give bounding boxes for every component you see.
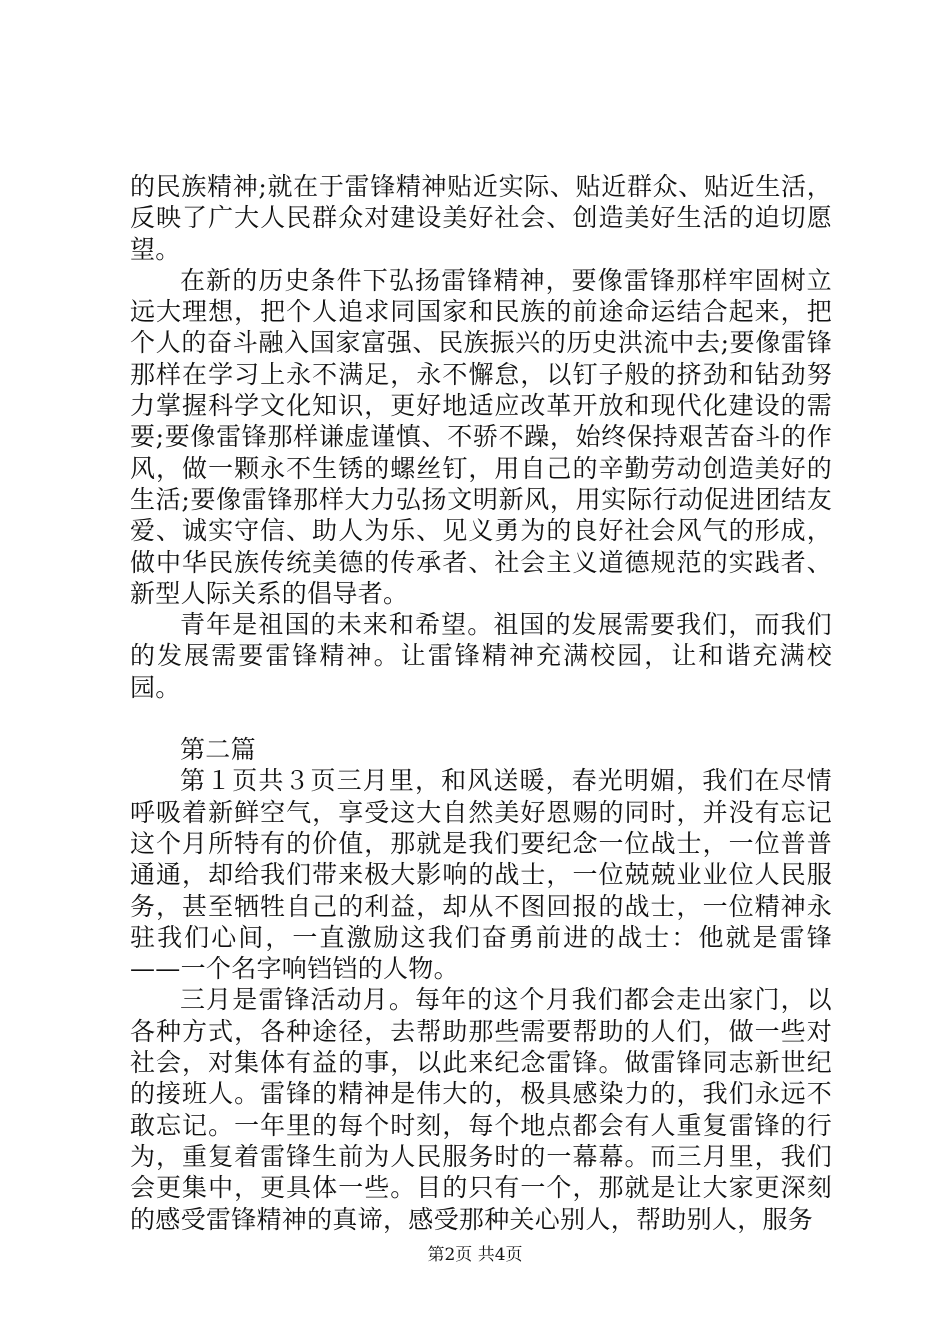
- paragraph-march-activity: 三月是雷锋活动月。每年的这个月我们都会走出家门，以各种方式，各种途径，去帮助那些需要帮助的人们，做一些对社会，对集体有益的事，以此来纪念雷锋。做雷锋同志新世纪的接班人。雷锋的精神是伟大的，极具感染力的，我们永远不敢忘记。一年里的每个时刻，每个地点都会有人重复雷锋的行为，重复着雷锋生前为人民服务时的一幕幕。而三月里，我们会更集中，更具体一些。目的只有一个，那就是让大家更深刻的感受雷锋精神的真谛，感受那种关心别人，帮助别人，服务: [130, 985, 832, 1234]
- page-footer: 第2页 共4页: [427, 1245, 523, 1265]
- paragraph-youth: 青年是祖国的未来和希望。祖国的发展需要我们，而我们的发展需要雷锋精神。让雷锋精神充满校园，让和谐充满校园。: [130, 610, 832, 702]
- paragraph-gap: [130, 703, 832, 734]
- section-heading: 第二篇: [180, 735, 256, 765]
- paragraph-march-intro: 第１页共３页三月里，和风送暖，春光明媚，我们在尽情呼吸着新鲜空气，享受这大自然美好恩赐的同时，并没有忘记这个月所特有的价值，那就是我们要纪念一位战士，一位普普通通，却给我们带来极大影响的战士，一位兢兢业业位人民服务，甚至牺牲自己的利益，却从不图回报的战士，一位精神永驻我们心间，一直激励这我们奋勇前进的战士：他就是雷锋——一个名字响铛铛的人物。: [130, 766, 832, 984]
- paragraph-leifeng-spirit: 在新的历史条件下弘扬雷锋精神，要像雷锋那样牢固树立远大理想，把个人追求同国家和民族的前途命运结合起来，把个人的奋斗融入国家富强、民族振兴的历史洪流中去;要像雷锋那样在学习上永不满足，永不懈怠，以钉子般的挤劲和钻劲努力掌握科学文化知识，更好地适应改革开放和现代化建设的需要;要像雷锋那样谦虚谨慎、不骄不躁，始终保持艰苦奋斗的作风，做一颗永不生锈的螺丝钉，用自己的辛勤劳动创造美好的生活;要像雷锋那样大力弘扬文明新风，用实际行动促进团结友爱、诚实守信、助人为乐、见义勇为的良好社会风气的形成，做中华民族传统美德的传承者、社会主义道德规范的实践者、新型人际关系的倡导者。: [130, 265, 832, 608]
- paragraph-continuation: 的民族精神;就在于雷锋精神贴近实际、贴近群众、贴近生活，反映了广大人民群众对建设美好社会、创造美好生活的迫切愿望。: [130, 172, 832, 264]
- document-body: [130, 171, 832, 1235]
